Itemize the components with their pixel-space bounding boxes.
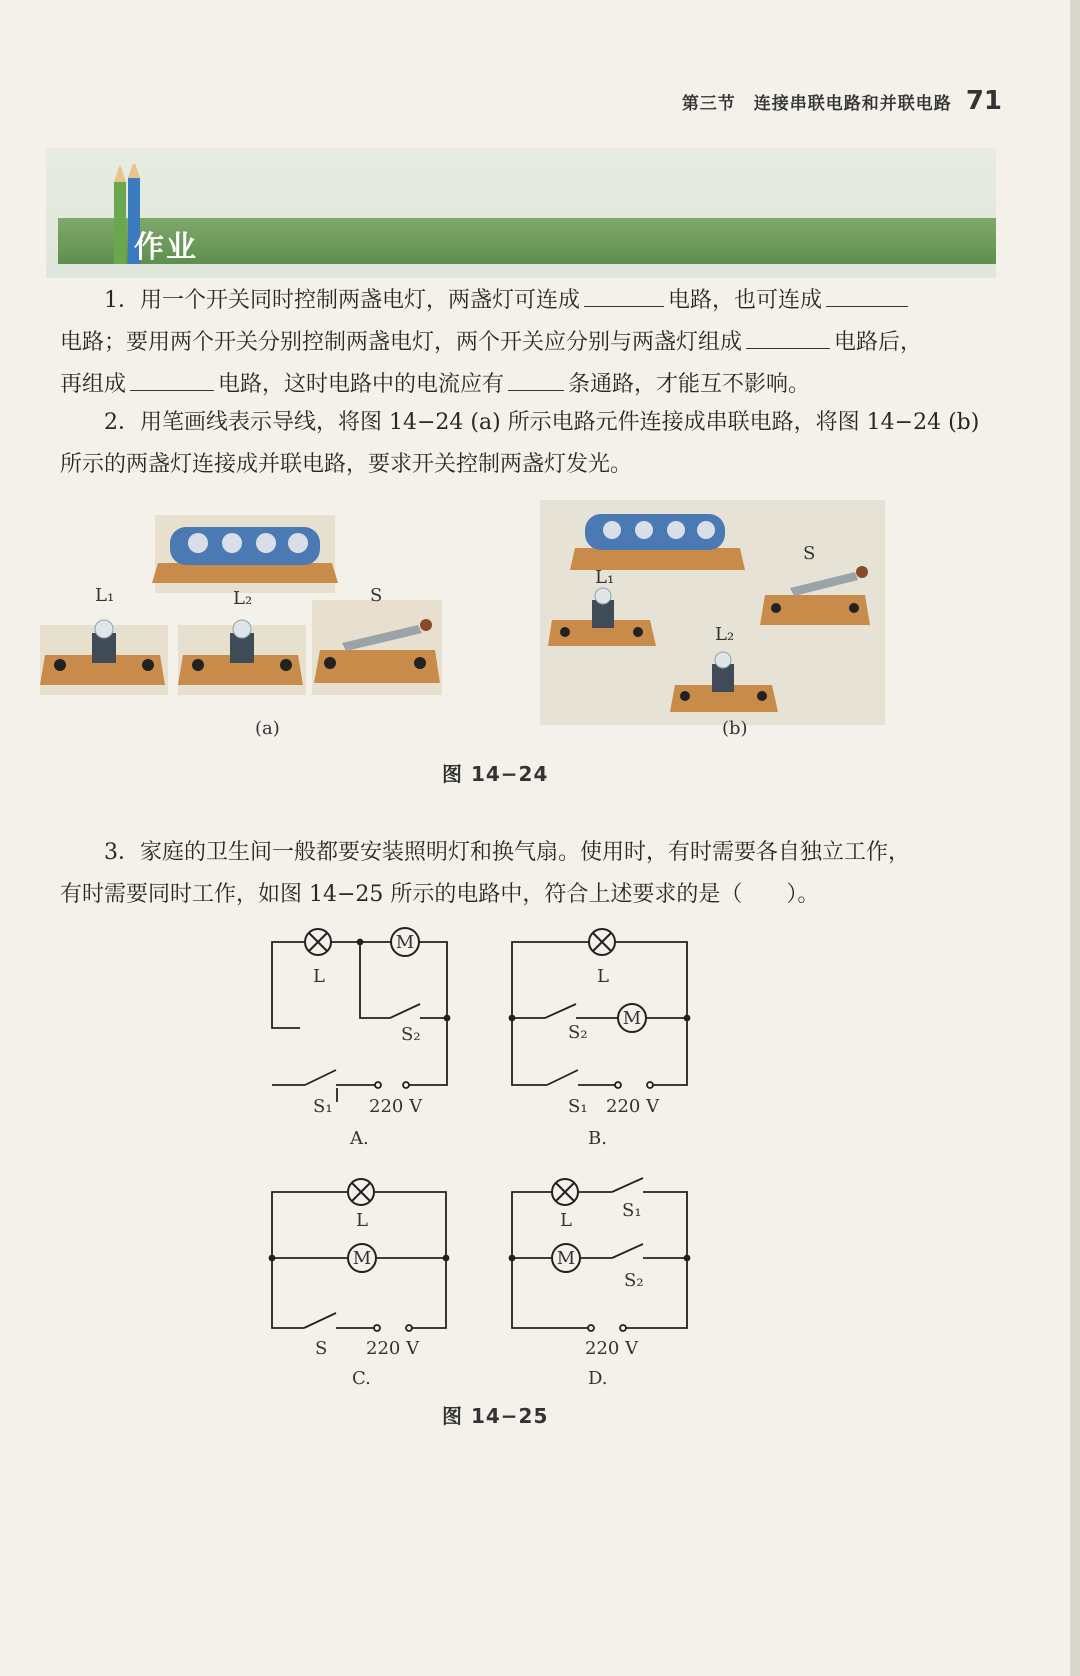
svg-text:L₂: L₂ — [715, 624, 735, 645]
battery-holder — [152, 515, 338, 593]
option-c: C. — [352, 1368, 371, 1389]
label-l1-a — [95, 583, 115, 607]
answer-blank[interactable] — [826, 282, 908, 307]
figure-14-24-label: 图 14−24 — [442, 762, 549, 786]
label-l1-b — [595, 565, 615, 589]
circuit-a — [272, 940, 450, 1103]
voltage-label-c: 220 V — [366, 1338, 420, 1359]
homework-banner — [46, 148, 996, 278]
q1-text: 再组成 — [60, 372, 127, 397]
svg-text:L₂: L₂ — [233, 588, 253, 609]
voltage-label-d: 220 V — [585, 1338, 639, 1359]
lamp-symbol-b — [589, 929, 615, 955]
lamp-label-d: L — [560, 1210, 572, 1231]
label-s-b — [803, 541, 823, 565]
question-2 — [60, 402, 995, 486]
q3-line-1: 3．家庭的卫生间一般都要安装照明灯和换气扇。使用时，有时需要各自独立工作， — [104, 840, 910, 865]
motor-label-b: M — [622, 1008, 642, 1029]
q1-text: 1．用一个开关同时控制两盏电灯，两盏灯可连成 — [104, 288, 580, 313]
s1-label-d: S₁ — [622, 1200, 642, 1221]
q1-text: 电路；要用两个开关分别控制两盏电灯，两个开关应分别与两盏灯组成 — [60, 330, 743, 355]
s2-label-b: S₂ — [568, 1022, 588, 1043]
lamp-label-b: L — [597, 966, 609, 987]
circuit-b — [510, 942, 690, 1088]
answer-blank[interactable] — [746, 324, 830, 349]
svg-text:L₁: L₁ — [595, 567, 615, 588]
voltage-label-a: 220 V — [369, 1096, 423, 1117]
motor-label-a: M — [395, 932, 415, 953]
answer-blank[interactable] — [508, 366, 564, 391]
bulb-l1 — [40, 620, 168, 695]
option-d: D. — [588, 1368, 608, 1389]
switch-s — [312, 600, 442, 695]
q2-line-1: 2．用笔画线表示导线，将图 14−24 (a) 所示电路元件连接成串联电路，将图 14−24 (b) — [104, 410, 980, 435]
svg-text:S: S — [803, 543, 816, 564]
answer-blank[interactable] — [130, 366, 214, 391]
lamp-label-a: L — [313, 966, 325, 987]
figure-14-25 — [0, 920, 1080, 1440]
figure-14-25-label: 图 14−25 — [442, 1404, 549, 1428]
lamp-symbol-d — [552, 1179, 578, 1205]
q1-text: 电路后， — [834, 330, 923, 355]
s2-label-d: S₂ — [624, 1270, 644, 1291]
label-s-a — [370, 583, 390, 607]
banner-bar — [58, 218, 996, 264]
q1-text: 条通路，才能互不影响。 — [568, 372, 811, 397]
q3-line-2: 有时需要同时工作，如图 14−25 所示的电路中，符合上述要求的是（ ）。 — [60, 882, 820, 907]
q2-line-2: 所示的两盏灯连接成并联电路，要求开关控制两盏灯发光。 — [60, 452, 633, 477]
s1-label-b: S₁ — [568, 1096, 588, 1117]
circuit-d — [510, 1178, 690, 1331]
lamp-label-c: L — [356, 1210, 368, 1231]
motor-label-d: M — [556, 1248, 576, 1269]
s2-label-a: S₂ — [401, 1024, 421, 1045]
voltage-label-b: 220 V — [606, 1096, 660, 1117]
svg-text:L₁: L₁ — [95, 585, 115, 606]
question-1 — [60, 280, 995, 406]
option-a: A. — [350, 1128, 369, 1149]
lamp-symbol-c — [348, 1179, 374, 1205]
q1-text: 电路，也可连成 — [668, 288, 823, 313]
motor-label-c: M — [352, 1248, 372, 1269]
caption-b: (b) — [722, 718, 748, 739]
page-number: 71 — [965, 86, 1002, 116]
svg-text:S: S — [370, 585, 383, 606]
question-3 — [60, 832, 995, 916]
q1-text: 电路，这时电路中的电流应有 — [218, 372, 505, 397]
page-header — [682, 86, 1002, 116]
bulb-l2 — [178, 620, 306, 695]
option-b: B. — [588, 1128, 607, 1149]
lamp-symbol-a — [305, 929, 331, 955]
figure-14-24-b — [540, 500, 885, 725]
section-title: 第三节 连接串联电路和并联电路 — [681, 94, 952, 114]
label-l2-b — [715, 622, 735, 646]
s1-label-a: S₁ — [313, 1096, 333, 1117]
label-l2-a — [233, 586, 253, 610]
answer-blank[interactable] — [584, 282, 664, 307]
battery-holder — [570, 514, 745, 570]
caption-a: (a) — [255, 718, 280, 739]
s-label-c: S — [315, 1338, 328, 1359]
banner-title: 作业 — [134, 230, 198, 265]
